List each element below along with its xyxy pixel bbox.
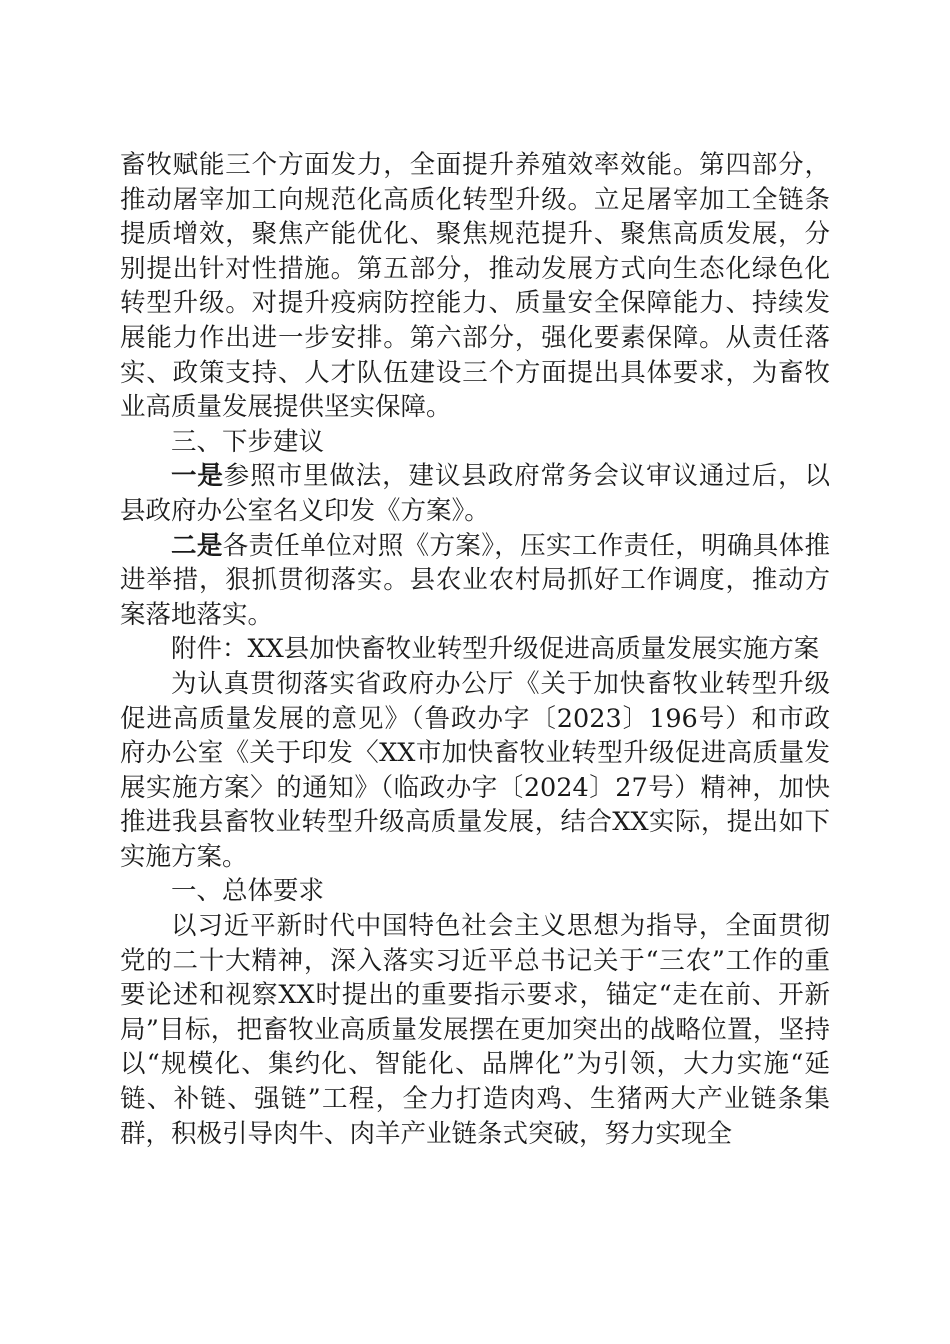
suggestion-one-text: 参照市里做法，建议县政府常务会议审议通过后，以县政府办公室名义印发《方案》。: [120, 461, 830, 526]
paragraph-attachment: 附件：XX县加快畜牧业转型升级促进高质量发展实施方案: [171, 634, 820, 665]
paragraph-suggestion-two: [120, 529, 830, 633]
paragraph-continuation: 畜牧赋能三个方面发力，全面提升养殖效率效能。第四部分，推动屠宰加工向规范化高质化转型升级。立足屠宰加工全链条提质增效，聚焦产能优化、聚焦规范提升、聚焦高质发展，分别提出针对性措施。第五部分，推动发展方式向生态化绿色化转型升级。对提升疫病防控能力、质量安全保障能力、持续发展能力作出进一步安排。第六部分，强化要素保障。从责任落实、政策支持、人才队伍建设三个方面提出具体要求，为畜牧业高质量发展提供坚实保障。: [120, 150, 830, 423]
paragraph-guiding-principle: 以习近平新时代中国特色社会主义思想为指导，全面贯彻党的二十大精神，深入落实习近平总书记关于“三农”工作的重要论述和视察XX时提出的重要指示要求，锚定“走在前、开新局”目标，把畜牧业高质量发展摆在更加突出的战略位置，坚持以“规模化、集约化、智能化、品牌化”为引领，大力实施“延链、补链、强链”工程，全力打造肉鸡、生猪两大产业链条集群，积极引导肉牛、肉羊产业链条式突破，努力实现全: [120, 911, 830, 1149]
suggestion-two-lead: 二是: [171, 530, 223, 561]
paragraph-preamble: 为认真贯彻落实省政府办公厅《关于加快畜牧业转型升级促进高质量发展的意见》（鲁政办字〔2023〕196号）和市政府办公室《关于印发〈XX市加快畜牧业转型升级促进高质量发展实施方案〉的通知》（临政办字〔2024〕27号）精神，加快推进我县畜牧业转型升级高质量发展，结合XX实际，提出如下实施方案。: [120, 668, 830, 872]
section-heading-next-steps: 三、下步建议: [171, 426, 325, 457]
paragraph-suggestion-one: [120, 459, 830, 528]
section-heading-general-requirements: 一、总体要求: [171, 876, 325, 907]
document-body: [120, 148, 830, 1151]
suggestion-one-lead: 一是: [171, 461, 224, 492]
suggestion-two-text: 各责任单位对照《方案》，压实工作责任，明确具体推进举措，狠抓贯彻落实。县农业农村局抓好工作调度，推动方案落地落实。: [120, 530, 830, 630]
